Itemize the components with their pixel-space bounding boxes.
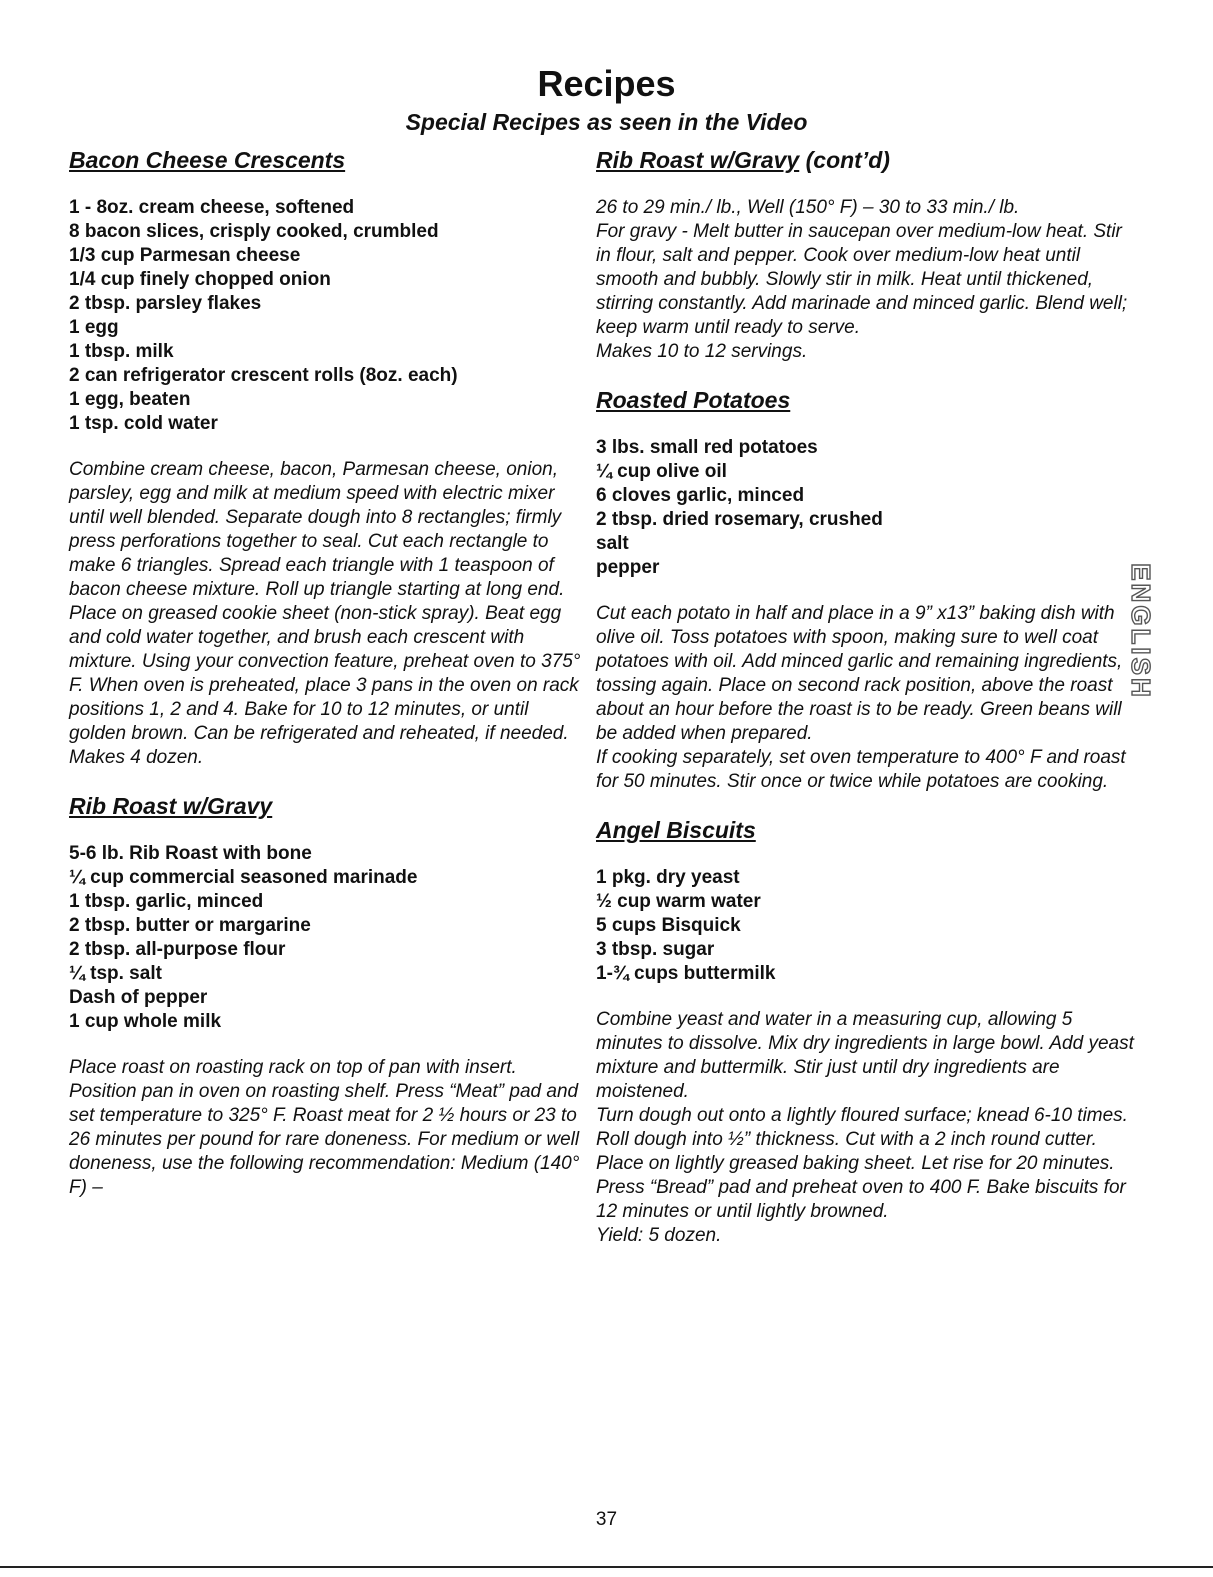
recipe-title (69, 146, 589, 174)
ingredient-item: 5-6 lb. Rib Roast with bone (69, 843, 312, 864)
instruction-paragraph: For gravy - Melt butter in saucepan over medium-low heat. Stir in flour, salt and pepper. Cook over medium-low heat until smooth and bubbly. Slowly stir in milk. Heat until thickened, stirring constantly. Add marinade and minced garlic. Blend well; keep warm until ready to serve. (596, 221, 1128, 338)
instruction-paragraph: Makes 10 to 12 servings. (596, 341, 808, 362)
instruction-paragraph: Yield: 5 dozen. (596, 1225, 722, 1246)
instruction-paragraph: 26 to 29 min./ lb., Well (150° F) – 30 to 33 min./ lb. (596, 197, 1020, 218)
instruction-paragraph: Combine cream cheese, bacon, Parmesan cheese, onion, parsley, egg and milk at medium speed with electric mixer until well blended. Separate dough into 8 rectangles; firmly press perforations together to seal. Cut each rectangle to make 6 triangles. Spread each triangle with 1 teaspoon of bacon cheese mixture. Roll up triangle starting at long end. Place on greased cookie sheet (non-stick spray). Beat egg and cold water together, and brush each crescent with mixture. Using your convection feature, preheat oven to 375° F. When oven is preheated, place 3 pans in the oven on rack positions 1, 2 and 4. Bake for 10 to 12 minutes, or until golden brown. Can be refrigerated and reheated, if needed. Makes 4 dozen. (69, 459, 581, 768)
recipe-title-suffix: (cont’d) (799, 147, 890, 173)
ingredient-list (69, 842, 589, 1034)
instruction-paragraph: Place roast on roasting rack on top of pan with insert. Position pan in oven on roasting shelf. Press “Meat” pad and set temperature to 325° F. Roast meat for 2 ½ hours or 23 to 26 minutes per pound for rare doneness. For medium or well doneness, use the following recommendation: Medium (140° F) – (69, 1057, 580, 1198)
ingredient-item: 3 tbsp. sugar (596, 939, 715, 960)
ingredient-list (596, 436, 1141, 580)
recipe-title-text: Bacon Cheese Crescents (69, 147, 346, 173)
language-side-tab (1118, 562, 1162, 700)
ingredient-item: 6 cloves garlic, minced (596, 485, 805, 506)
instruction-paragraph: If cooking separately, set oven temperature to 400° F and roast for 50 minutes. Stir once or twice while potatoes are cooking. (596, 747, 1126, 792)
ingredient-item: 5 cups Bisquick (596, 915, 741, 936)
ingredient-item: ¼ tsp. salt (69, 963, 162, 984)
ingredient-item: 3 lbs. small red potatoes (596, 437, 818, 458)
instruction-paragraph: Combine yeast and water in a measuring cup, allowing 5 minutes to dissolve. Mix dry ingredients in large bowl. Add yeast mixture and buttermilk. Stir just until dry ingredients are moistened. (596, 1009, 1134, 1102)
instructions (596, 1008, 1141, 1248)
recipe-title (596, 386, 1141, 414)
recipe-title-text: Roasted Potatoes (596, 387, 791, 413)
ingredient-item: 2 tbsp. parsley flakes (69, 293, 262, 314)
recipe-roasted-potatoes (596, 386, 1141, 794)
ingredient-item: 1 tsp. cold water (69, 413, 218, 434)
ingredient-item: 2 can refrigerator crescent rolls (8oz. each) (69, 365, 458, 386)
recipe-title-text: Rib Roast w/Gravy (69, 793, 273, 819)
right-column (596, 146, 1141, 1248)
language-label: ENGLISH (1125, 562, 1156, 700)
recipe-title (596, 816, 1141, 844)
ingredient-item: 2 tbsp. dried rosemary, crushed (596, 509, 883, 530)
ingredient-item: 2 tbsp. all-purpose flour (69, 939, 286, 960)
page-number: 37 (595, 1509, 618, 1530)
recipe-rib-roast (69, 792, 589, 1200)
ingredient-item: 1 pkg. dry yeast (596, 867, 740, 888)
ingredient-item: ½ cup warm water (596, 891, 761, 912)
ingredient-item: ¼ cup olive oil (596, 461, 727, 482)
recipe-title (596, 146, 1141, 174)
ingredient-item: Dash of pepper (69, 987, 208, 1008)
instructions (69, 458, 589, 770)
ingredient-item: 1 cup whole milk (69, 1011, 222, 1032)
ingredient-item: 1 - 8oz. cream cheese, softened (69, 197, 355, 218)
recipe-angel-biscuits (596, 816, 1141, 1248)
ingredient-item: 1 tbsp. milk (69, 341, 174, 362)
recipe-title-text: Rib Roast w/Gravy (596, 147, 800, 173)
instructions (596, 196, 1141, 364)
ingredient-item: pepper (596, 557, 660, 578)
ingredient-list (596, 866, 1141, 986)
ingredient-item: salt (596, 533, 629, 554)
instruction-paragraph: Turn dough out onto a lightly floured surface; knead 6-10 times. Roll dough into ½” thickness. Cut with a 2 inch round cutter. Place on lightly greased baking sheet. Let rise for 20 minutes. Press “Bread” pad and preheat oven to 400 F. Bake biscuits for 12 minutes or until lightly browned. (596, 1105, 1128, 1222)
ingredient-item: ¼ cup commercial seasoned marinade (69, 867, 418, 888)
page-subtitle: Special Recipes as seen in the Video (405, 109, 808, 135)
ingredient-item: 1 egg, beaten (69, 389, 191, 410)
ingredient-item: 1/4 cup finely chopped onion (69, 269, 331, 290)
ingredient-item: 1 tbsp. garlic, minced (69, 891, 264, 912)
ingredient-item: 1-¾ cups buttermilk (596, 963, 776, 984)
instructions (69, 1056, 589, 1200)
bottom-divider (0, 1566, 1213, 1568)
ingredient-item: 2 tbsp. butter or margarine (69, 915, 311, 936)
recipe-rib-roast-continued (596, 146, 1141, 364)
ingredient-item: 1/3 cup Parmesan cheese (69, 245, 301, 266)
instructions (596, 602, 1141, 794)
recipe-bacon-cheese-crescents (69, 146, 589, 770)
instruction-paragraph: Cut each potato in half and place in a 9” x13” baking dish with olive oil. Toss potatoes with spoon, making sure to well coat potatoes with oil. Add minced garlic and remaining ingredients, tossing again. Place on second rack position, above the roast about an hour before the roast is to be ready. Green beans will be added when prepared. (596, 603, 1123, 744)
ingredient-item: 1 egg (69, 317, 119, 338)
recipe-title-text: Angel Biscuits (596, 817, 756, 843)
ingredient-item: 8 bacon slices, crisply cooked, crumbled (69, 221, 439, 242)
page-title: Recipes (537, 63, 676, 104)
left-column (69, 146, 589, 1200)
ingredient-list (69, 196, 589, 436)
recipe-title (69, 792, 589, 820)
